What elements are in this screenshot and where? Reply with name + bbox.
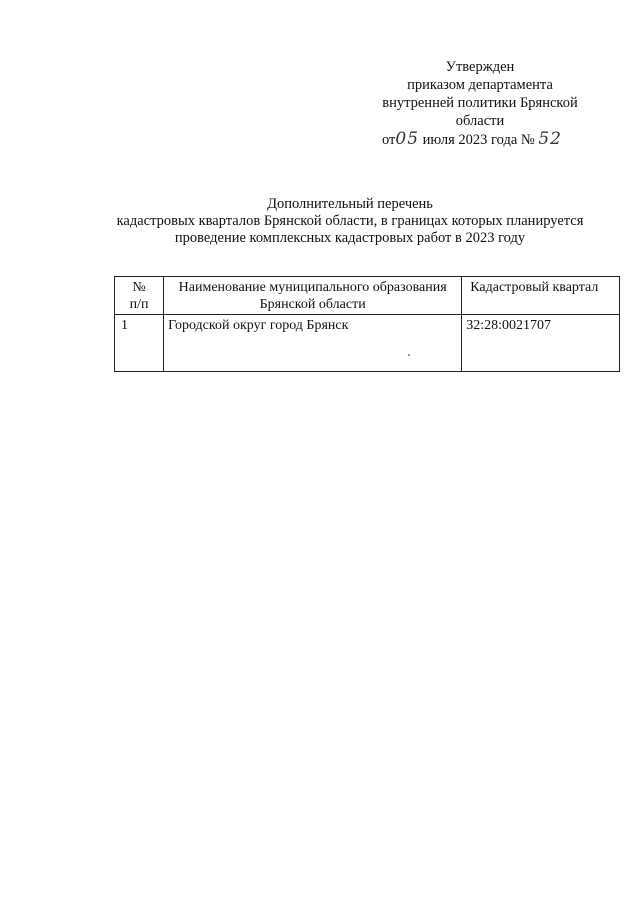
heading-subtitle-line2: проведение комплексных кадастровых работ в 2023 году [174,230,526,246]
heading-subtitle-line1: кадастровых кварталов Брянской области, в границах которых планируется [116,213,584,229]
handwritten-day: 05 [395,129,420,149]
header-municipality-line1: Наименование муниципального образования [178,280,447,295]
cell-kadastr: 32:28:0021707 [462,315,620,372]
header-number-abbr: п/п [129,297,149,312]
scan-speck [408,354,410,356]
header-number [115,277,164,315]
date-rest: июля 2023 года № [422,132,535,148]
approval-order-line: приказом департамента [407,77,553,93]
table-row [115,315,620,372]
cell-municipality: Городской округ город Брянск [164,315,462,372]
header-kadastr: Кадастровый квартал [462,277,620,315]
date-prefix: от [381,132,396,148]
approval-region-line: области [455,113,505,129]
header-number-symbol: № [132,280,146,295]
document-heading [60,196,640,247]
table-header-row [115,277,620,315]
header-municipality-line2: Брянской области [259,297,366,312]
approval-block [360,58,600,149]
approval-title: Утвержден [445,59,515,75]
approval-date-line [352,130,592,149]
header-municipality [164,277,462,315]
heading-title: Дополнительный перечень [267,196,433,212]
approval-department-line: внутренней политики Брянской [382,95,578,111]
cell-number: 1 [115,315,164,372]
kadastr-table [114,276,620,372]
handwritten-order-number: 52 [538,129,562,149]
